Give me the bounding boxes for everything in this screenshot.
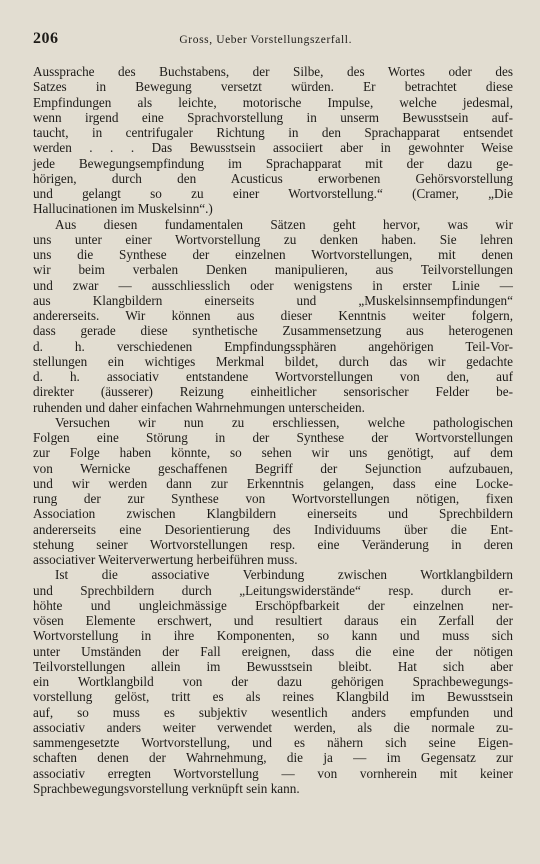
text-line: d. h. verschiedenen Empfindungssphären angehörigen Teil-Vor- (33, 338, 513, 354)
text-line: wir beim verbalen Denken manipulieren, aus Teilvorstellungen (33, 262, 513, 278)
text-line: stehung seiner Wortvorstellungen resp. eine Veränderung in deren (33, 536, 513, 552)
text-line: zur Folge haben könnte, so sehen wir uns genötigt, auf dem (33, 445, 513, 461)
text-line: Aussprache des Buchstabens, der Silbe, des Wortes oder des (33, 64, 513, 79)
paragraph (33, 415, 513, 568)
page-number: 206 (33, 30, 59, 47)
text-line: uns die Synthese der einzelnen Wortvorstellungen, mit denen (33, 247, 513, 262)
text-line: Satzes in Bewegung versetzt würden. Er betrachtet diese (33, 79, 513, 95)
text-line: direkter (äusserer) Reizung einheitlicher sensorischer Felder be- (33, 384, 513, 400)
text-line: d. h. associativ entstandene Wortvorstellungen von den, auf (33, 369, 513, 384)
text-line: Sprachbewegungsvorstellung verknüpft sein kann. (33, 780, 300, 796)
paragraph (33, 567, 513, 796)
text-line: uns unter einer Wortvorstellung zu denken haben. Sie lehren (33, 231, 513, 247)
text-line: und gelangt so zu einer Wortvorstellung.“ (Cramer, „Die (33, 186, 513, 201)
text-line: Association zwischen Klangbildern einerseits und Sprechbildern (33, 506, 513, 522)
text-line: associativer Weiterverwertung herbeiführen muss. (33, 552, 298, 567)
running-head: Gross, Ueber Vorstellungszerfall. (179, 34, 353, 46)
text-line: sammengesetzte Wortvorstellung, und es nähern sich seine Eigen- (33, 735, 513, 750)
text-line: stellungen ein wichtiges Merkmal bildet, durch das wir gedachte (33, 353, 513, 369)
text-line: werden . . . Das Bewusstsein associiert aber in gewohnter Weise (33, 140, 513, 156)
text-line: von Wernicke geschaffenen Begriff der Sejunction aufzubauen, (33, 460, 513, 476)
paragraph (33, 64, 513, 217)
text-line: höhte und ungleichmässige Erschöpfbarkeit der einzelnen ner- (33, 597, 513, 613)
body-text (33, 64, 513, 796)
text-line: hörigen, durch den Acusticus erworbenen Gehörsvorstellung (33, 170, 513, 186)
text-line: andererseits eine Desorientierung des Individuums über die Ent- (33, 521, 513, 537)
text-line: vösen Elemente erschwert, und resultiert daraus ein Zerfall der (33, 613, 513, 628)
text-line: und wir werden dann zur Erkenntnis gelangen, dass eine Locke- (33, 475, 513, 491)
text-line: Hallucinationen im Muskelsinn“.) (33, 201, 213, 217)
text-line: schaften denen der Wahrnehmung, die ja — im Gegensatz zur (33, 750, 513, 766)
text-line: Wortvorstellung in ihre Komponenten, so kann und muss sich (33, 628, 513, 644)
text-line: wenn irgend eine Sprachvorstellung in unserm Bewusstsein auf- (33, 109, 513, 125)
text-line: auf, so muss es subjektiv wesentlich anders empfunden und (33, 704, 513, 720)
text-line: ruhenden und daher einfachen Wahrnehmungen unterscheiden. (33, 399, 365, 415)
text-line: Aus diesen fundamentalen Sätzen geht hervor, was wir (55, 216, 513, 232)
text-line: Folgen eine Störung in der Synthese der Wortvorstellungen (33, 430, 513, 445)
text-line: jede Bewegungsempfindung im Sprachapparat mit der dazu ge- (33, 155, 513, 171)
paragraph (33, 217, 513, 415)
text-line: associativ erregten Wortvorstellung — von vornherein mit keiner (33, 765, 513, 781)
text-line: aus Klangbildern einerseits und „Muskelsinnsempfindungen“ (33, 292, 513, 308)
text-line: vorstellung gelöst, tritt es als reines Klangbild im Bewusstsein (33, 689, 513, 705)
text-line: Empfindungen als leichte, motorische Impulse, welche jedesmal, (33, 94, 513, 110)
text-line: ein Wortklangbild von der dazu gehörigen Sprachbewegungs- (33, 674, 513, 689)
text-line: und Sprechbildern durch „Leitungswiderstände“ resp. durch er- (33, 582, 513, 598)
text-line: und zwar — ausschliesslich oder wenigstens in erster Linie — (33, 277, 513, 293)
text-line: rung der zur Synthese von Wortvorstellungen nötigen, fixen (33, 491, 513, 506)
text-line: Teilvorstellungen allein im Bewusstsein bleibt. Hat sich aber (33, 658, 513, 674)
page-header (33, 30, 513, 50)
text-line: Versuchen wir nun zu erschliessen, welche pathologischen (55, 414, 513, 430)
text-line: taucht, in centrifugaler Richtung in den Sprachapparat entsendet (33, 125, 513, 140)
text-line: dass gerade diese synthetische Zusammensetzung aus heterogenen (33, 323, 513, 339)
text-line: andererseits. Wir können aus dieser Kenntnis weiter folgern, (33, 308, 513, 323)
text-line: unter Umständen der Fall ereignen, dass die eine der nötigen (33, 643, 513, 659)
text-line: Ist die associative Verbindung zwischen Wortklangbildern (55, 567, 513, 583)
text-line: associativ anders weiter verwendet werden, als die normale zu- (33, 719, 513, 735)
